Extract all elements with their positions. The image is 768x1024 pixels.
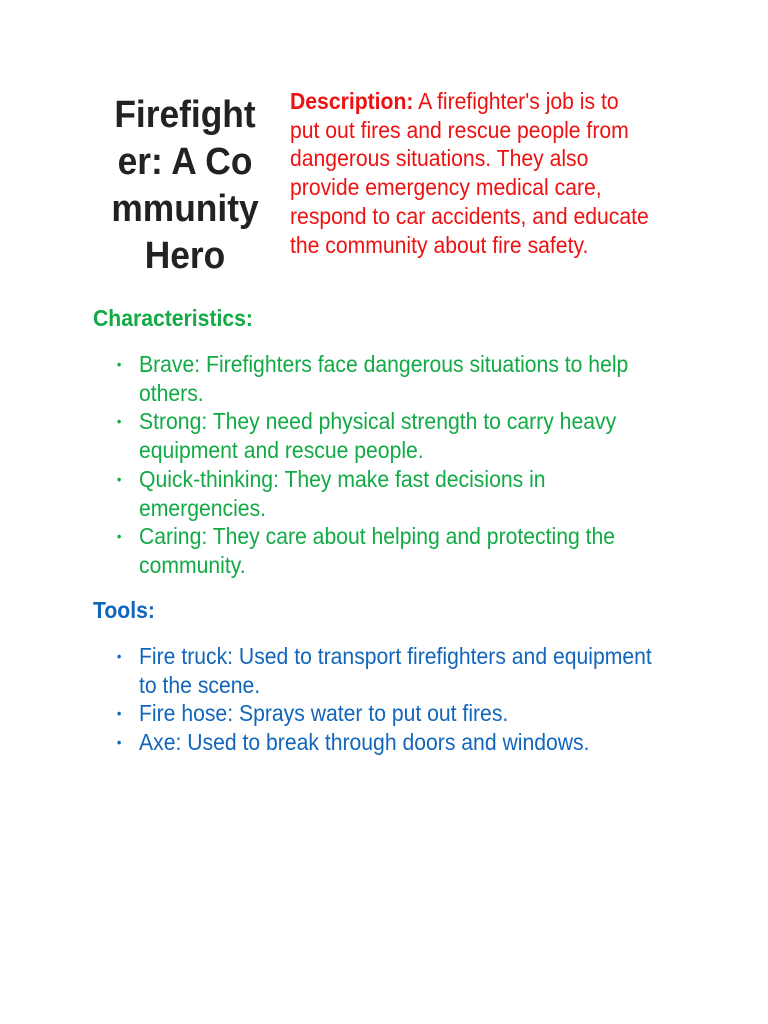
list-item bbox=[116, 350, 668, 407]
list-item-text: Strong: They need physical strength to carry heavy equipment and rescue people. bbox=[139, 408, 617, 464]
list-item-text: Caring: They care about helping and protecting the community. bbox=[139, 523, 616, 578]
bullet-icon: • bbox=[116, 648, 122, 664]
list-item-text: Brave: Firefighters face dangerous situations to help others. bbox=[139, 351, 629, 406]
bullet-icon: • bbox=[116, 356, 122, 372]
list-item-text: Fire truck: Used to transport firefighters and equipment to the scene. bbox=[139, 643, 652, 698]
list-item-text: Axe: Used to break through doors and windows. bbox=[139, 729, 590, 756]
list-item-text: Quick-thinking: They make fast decisions in emergencies. bbox=[139, 465, 546, 521]
bullet-icon: • bbox=[116, 734, 122, 751]
description-label: Description: bbox=[290, 88, 414, 114]
bullet-icon: • bbox=[116, 705, 122, 722]
tools-list bbox=[116, 642, 668, 757]
description-text: A firefighter's job is to put out fires and rescue people from dangerous situations. They also provide emergency medical care, respond to car accidents, and educate the community about fire safety. bbox=[290, 88, 649, 258]
tools-heading: Tools: bbox=[93, 597, 155, 623]
list-item bbox=[116, 465, 668, 522]
list-item bbox=[116, 522, 668, 579]
list-item bbox=[116, 407, 668, 464]
bullet-icon: • bbox=[116, 470, 122, 487]
characteristics-heading: Characteristics: bbox=[93, 305, 253, 331]
characteristics-list bbox=[116, 350, 668, 580]
list-item bbox=[116, 642, 668, 699]
page-title: Firefighter: A Community Hero bbox=[111, 94, 259, 277]
list-item bbox=[116, 699, 668, 728]
bullet-icon: • bbox=[116, 413, 122, 430]
list-item-text: Fire hose: Sprays water to put out fires. bbox=[139, 700, 509, 727]
bullet-icon: • bbox=[116, 528, 122, 545]
list-item bbox=[116, 728, 668, 757]
description-paragraph bbox=[290, 87, 649, 259]
